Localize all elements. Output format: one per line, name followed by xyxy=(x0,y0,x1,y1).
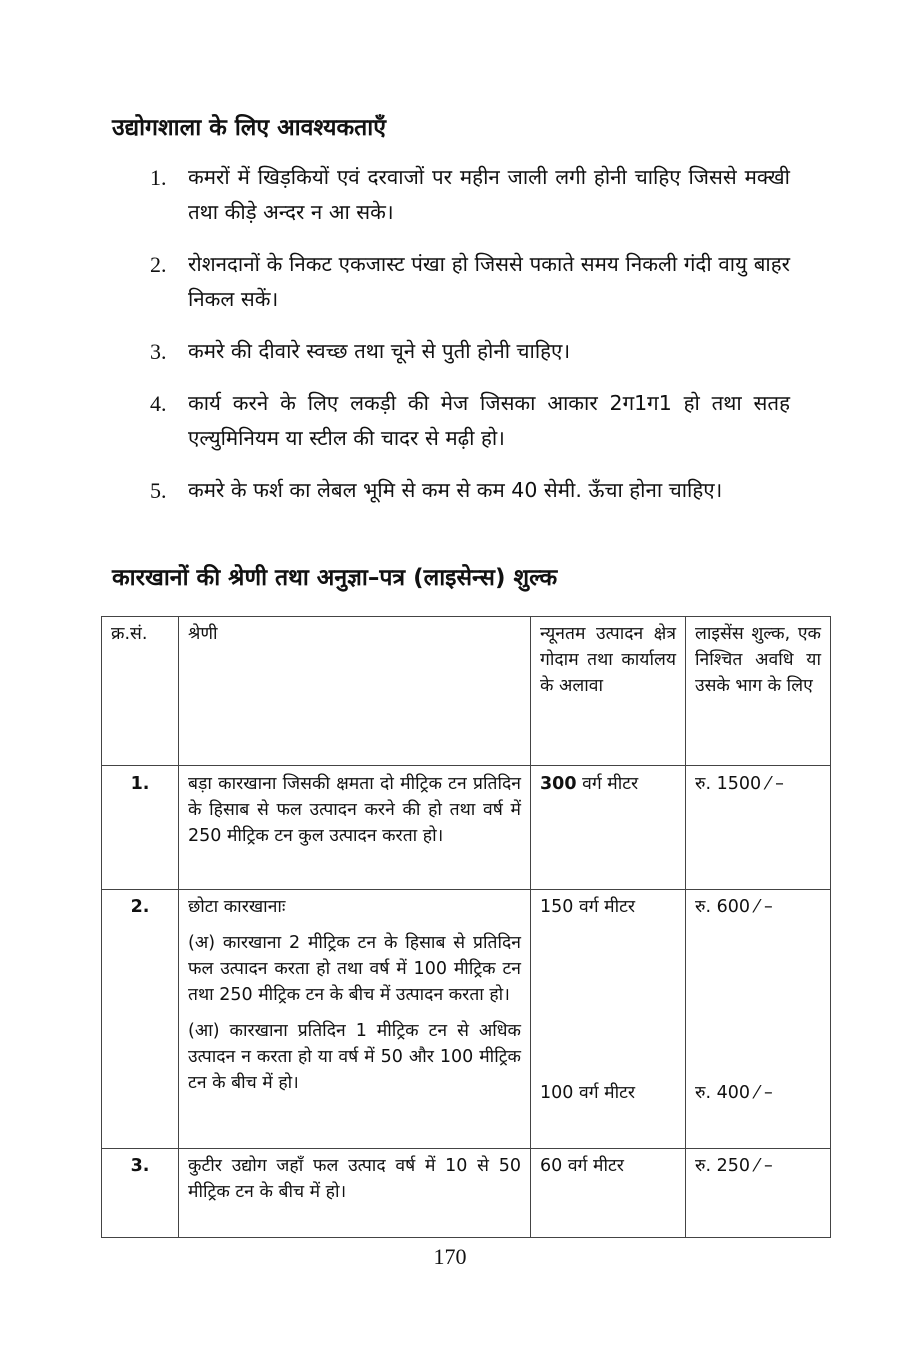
row-fee: रु. 1500 ⁄ – xyxy=(686,766,831,890)
list-item-text: कमरे की दीवारे स्वच्छ तथा चूने से पुती होनी चाहिए। xyxy=(188,339,571,363)
list-item xyxy=(150,247,790,317)
license-fee-table xyxy=(101,616,831,1238)
row-category: बड़ा कारखाना जिसकी क्षमता दो मीट्रिक टन प्रतिदिन के हिसाब से फल उत्पादन करने की हो तथा वर्ष में 250 मीट्रिक टन कुल उत्पादन करता हो। xyxy=(179,766,531,890)
area-value: 300 xyxy=(540,774,577,794)
row-serial-number: 3. xyxy=(102,1149,179,1238)
row-area xyxy=(531,890,686,1149)
list-item xyxy=(150,473,790,508)
list-item-text: रोशनदानों के निकट एकजास्ट पंखा हो जिससे पकाते समय निकली गंदी वायु बाहर निकल सकें। xyxy=(188,252,790,311)
category-title: छोटा कारखानाः xyxy=(188,897,286,917)
row-fee: रु. 250 ⁄ – xyxy=(686,1149,831,1238)
requirements-list xyxy=(150,160,790,525)
row-area xyxy=(531,766,686,890)
header-serial-number: क्र.सं. xyxy=(102,617,179,766)
list-item-number: 2. xyxy=(150,252,167,277)
list-item xyxy=(150,160,790,230)
list-item-text: कमरों में खिड़कियों एवं दरवाजों पर महीन जाली लगी होनी चाहिए जिससे मक्खी तथा कीड़े अन्दर न आ सके। xyxy=(188,165,790,224)
row-category: कुटीर उद्योग जहाँ फल उत्पाद वर्ष में 10 से 50 मीट्रिक टन के बीच में हो। xyxy=(179,1149,531,1238)
area-value-b: 100 वर्ग मीटर xyxy=(540,1083,636,1103)
fee-value-a: रु. 600 ⁄ – xyxy=(695,897,773,917)
section-heading-requirements: उद्योगशाला के लिए आवश्यकताएँ xyxy=(112,115,386,141)
section-heading-license-fees: कारखानों की श्रेणी तथा अनुज्ञा–पत्र (लाइसेन्स) शुल्क xyxy=(112,565,558,591)
list-item-number: 3. xyxy=(150,339,167,364)
list-item-text: कार्य करने के लिए लकड़ी की मेज जिसका आकार 2ग1ग1 हो तथा सतह एल्युमिनियम या स्टील की चादर से मढ़ी हो। xyxy=(188,391,790,450)
list-item xyxy=(150,386,790,456)
table-header-row xyxy=(102,617,831,766)
page-number: 170 xyxy=(433,1244,467,1269)
row-fee xyxy=(686,890,831,1149)
fee-value-b: रु. 400 ⁄ – xyxy=(695,1083,773,1103)
category-sub-b: (आ) कारखाना प्रतिदिन 1 मीट्रिक टन से अधिक उत्पादन न करता हो या वर्ष में 50 और 100 मीट्रिक टन के बीच में हो। xyxy=(188,1021,521,1093)
list-item-number: 4. xyxy=(150,391,167,416)
category-sub-a: (अ) कारखाना 2 मीट्रिक टन के हिसाब से प्रतिदिन फल उत्पादन करता हो तथा वर्ष में 100 मीट्रिक टन तथा 250 मीट्रिक टन के बीच में उत्पादन करता हो। xyxy=(188,933,521,1005)
table-row xyxy=(102,1149,831,1238)
list-item-number: 5. xyxy=(150,478,167,503)
table-row xyxy=(102,766,831,890)
row-category xyxy=(179,890,531,1149)
row-area: 60 वर्ग मीटर xyxy=(531,1149,686,1238)
table-row xyxy=(102,890,831,1149)
header-category: श्रेणी xyxy=(179,617,531,766)
row-serial-number: 2. xyxy=(102,890,179,1149)
header-license-fee: लाइसेंस शुल्क, एक निश्चित अवधि या उसके भाग के लिए xyxy=(686,617,831,766)
row-serial-number: 1. xyxy=(102,766,179,890)
list-item xyxy=(150,334,790,369)
list-item-number: 1. xyxy=(150,165,167,190)
list-item-text: कमरे के फर्श का लेबल भूमि से कम से कम 40 सेमी. ऊँचा होना चाहिए। xyxy=(188,478,723,502)
header-minimum-area: न्यूनतम उत्पादन क्षेत्र गोदाम तथा कार्यालय के अलावा xyxy=(531,617,686,766)
area-unit: वर्ग मीटर xyxy=(576,774,639,794)
area-value-a: 150 वर्ग मीटर xyxy=(540,897,636,917)
